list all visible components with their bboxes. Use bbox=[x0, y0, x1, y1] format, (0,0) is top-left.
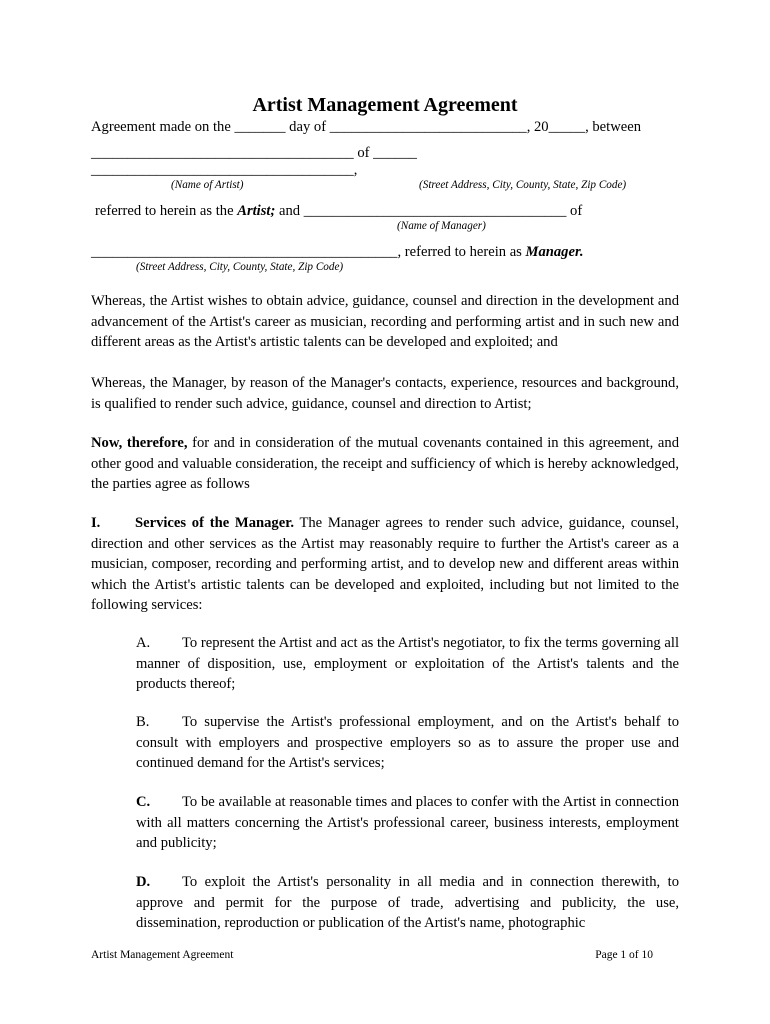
artist-name-line: ____________________________________ of ______ bbox=[91, 145, 417, 161]
artist-address-line: ____________________________________, bbox=[91, 162, 358, 178]
caption-artist-address: (Street Address, City, County, State, Zip Code) bbox=[419, 179, 627, 191]
section-number: I. bbox=[91, 515, 101, 531]
list-item-d: D. To exploit the Artist's personality in all media and in connection therewith, to approve and permit for the purpose of trade, advertising and publicity, the use, dissemination, reproduction or publication of the Artist's name, photographic bbox=[136, 874, 679, 932]
caption-artist-name: (Name of Artist) bbox=[171, 179, 244, 191]
manager-term: Manager. bbox=[525, 244, 584, 260]
manager-address-line: __________________________________________, referred to herein as Manager. bbox=[91, 244, 584, 260]
section-1-paragraph: I. Services of the Manager. The Manager agrees to render such advice, guidance, counsel, direction and other services as the Artist may reasonably require to further the Artist's career as a musician, composer, recording and performing artist, and to develop new and different areas within which the Artist's artistic talents can be developed and exploited, including but not limited to the following services: bbox=[91, 515, 679, 614]
agreement-date-line: Agreement made on the _______ day of ___________________________, 20_____, between bbox=[91, 119, 642, 135]
footer-document-title: Artist Management Agreement bbox=[91, 949, 234, 961]
section-heading: Services of the Manager. bbox=[135, 515, 294, 531]
artist-manager-line: referred to herein as the Artist; and ____________________________________ of bbox=[95, 203, 583, 219]
artist-term: Artist; bbox=[237, 203, 276, 219]
now-therefore-paragraph: Now, therefore, for and in consideration of the mutual covenants contained in this agreement, and other good and valuable consideration, the receipt and sufficiency of which is hereby acknowledged, the parties agree as follows bbox=[91, 435, 680, 493]
footer-page-number: Page 1 of 10 bbox=[595, 949, 653, 961]
list-item-c: C. To be available at reasonable times and places to confer with the Artist in connection with all matters concerning the Artist's professional career, business interests, employment and publicity; bbox=[136, 794, 679, 852]
caption-manager-address: (Street Address, City, County, State, Zip Code) bbox=[136, 261, 344, 273]
list-item-b: B. To supervise the Artist's professional employment, and on the Artist's behalf to consult with employers and prospective employers so as to assure the proper use and continued demand for the Artist's services; bbox=[136, 714, 679, 772]
whereas-paragraph-2: Whereas, the Manager, by reason of the Manager's contacts, experience, resources and background, is qualified to render such advice, guidance, counsel and direction to Artist; bbox=[91, 375, 679, 412]
whereas-paragraph-1: Whereas, the Artist wishes to obtain advice, guidance, counsel and direction in the development and advancement of the Artist's career as musician, recording and performing artist and in such new and different areas as the Artist's artistic talents can be developed and exploited; and bbox=[91, 293, 679, 351]
document-title: Artist Management Agreement bbox=[252, 94, 518, 116]
caption-manager-name: (Name of Manager) bbox=[397, 220, 486, 232]
list-item-a: A. To represent the Artist and act as the Artist's negotiator, to fix the terms governing all manner of disposition, use, employment or exploitation of the Artist's talents and the products thereof; bbox=[136, 635, 679, 693]
